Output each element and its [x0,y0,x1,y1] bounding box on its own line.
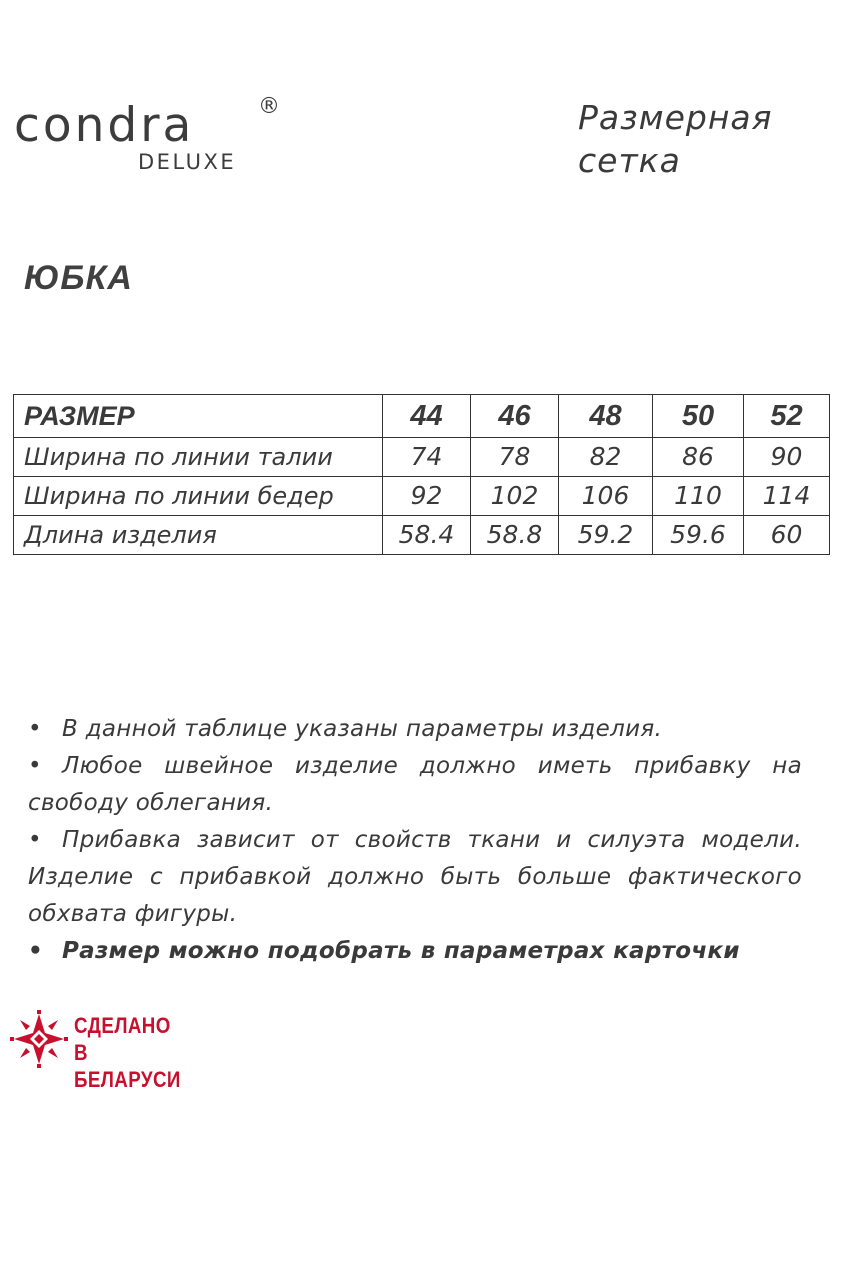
value-cell: 110 [653,477,744,516]
value-cell: 58.8 [471,516,559,555]
value-cell: 92 [383,477,471,516]
brand-logo [14,96,284,186]
table-row [14,438,830,477]
registered-mark: ® [258,94,280,119]
table-row [14,477,830,516]
value-cell: 90 [744,438,830,477]
size-cell: 48 [559,395,653,438]
product-title: ЮБКА [24,259,133,297]
value-cell: 58.4 [383,516,471,555]
made-in-badge [10,1010,210,1092]
value-cell: 60 [744,516,830,555]
bullet-icon: • [28,938,44,964]
value-cell: 106 [559,477,653,516]
note-text: В данной таблице указаны параметры изделия. [62,716,663,742]
size-cell: 46 [471,395,559,438]
brand-name: condra [14,98,195,153]
header-label: РАЗМЕР [14,395,383,438]
value-cell: 86 [653,438,744,477]
row-label: Ширина по линии талии [14,438,383,477]
note-text: Прибавка зависит от свойств ткани и силуэта модели. Изделие с прибавкой должно быть больше фактического обхвата фигуры. [28,827,802,927]
made-in-text [74,1012,190,1093]
value-cell: 59.2 [559,516,653,555]
bullet-icon: • [28,753,42,779]
size-cell: 44 [383,395,471,438]
note-item [28,711,802,748]
note-text: Любое швейное изделие должно иметь прибавку на свободу облегания. [28,753,802,816]
value-cell: 82 [559,438,653,477]
size-cell: 52 [744,395,830,438]
made-in-line1: СДЕЛАНО [74,1013,171,1038]
note-item [28,933,802,970]
note-item [28,822,802,933]
bullet-icon: • [28,827,42,853]
row-label: Ширина по линии бедер [14,477,383,516]
made-in-line2: В БЕЛАРУСИ [74,1040,181,1092]
bullet-icon: • [28,716,42,742]
note-text: Размер можно подобрать в параметрах карточки [62,938,740,964]
value-cell: 114 [744,477,830,516]
table-header-row [14,395,830,438]
belarus-ornament-icon [10,1010,68,1068]
value-cell: 59.6 [653,516,744,555]
row-label: Длина изделия [14,516,383,555]
size-cell: 50 [653,395,744,438]
table-row [14,516,830,555]
value-cell: 74 [383,438,471,477]
brand-subtitle: DELUXE [138,150,237,174]
document-title: Размерная сетка [578,98,773,180]
note-item [28,748,802,822]
size-table [13,394,830,555]
value-cell: 78 [471,438,559,477]
value-cell: 102 [471,477,559,516]
notes-list [28,711,802,970]
